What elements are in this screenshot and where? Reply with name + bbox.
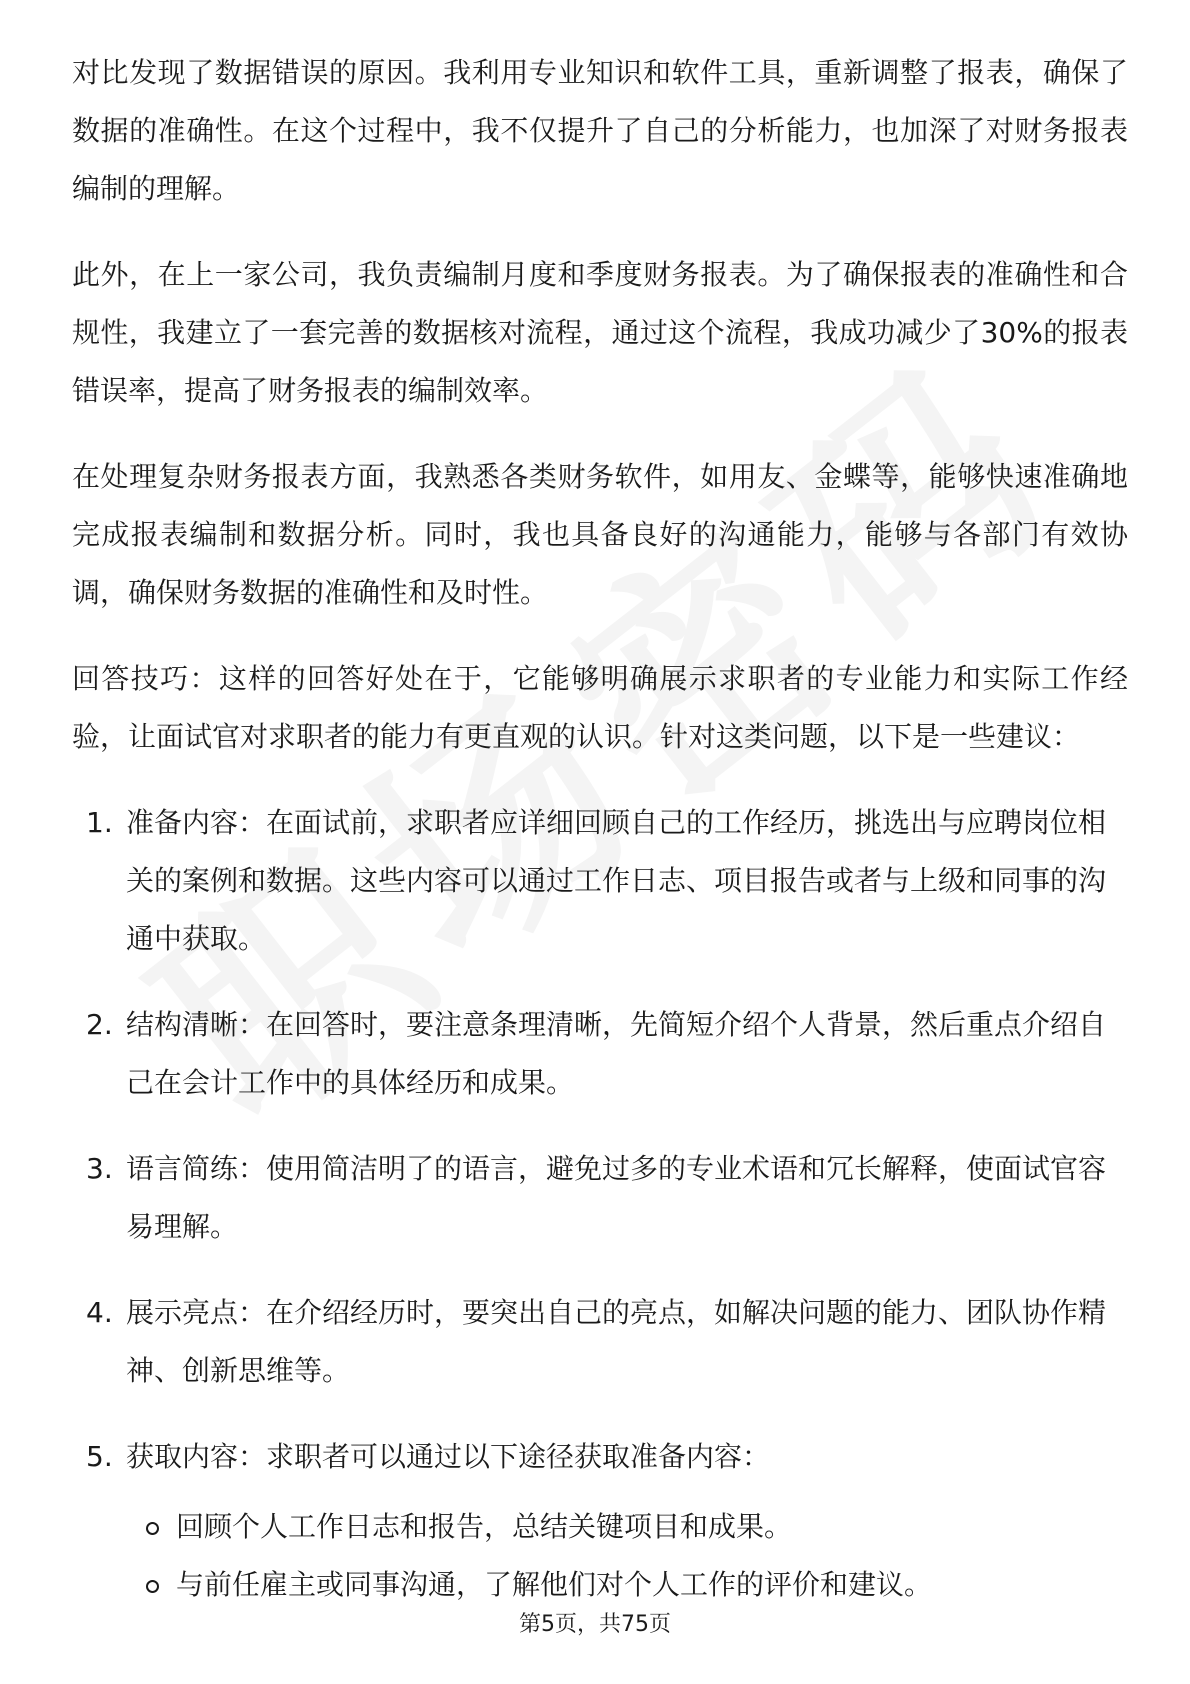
list-item (72, 1140, 1128, 1256)
list-number: 1. (86, 806, 113, 839)
list-item-text: 结构清晰：在回答时，要注意条理清晰，先简短介绍个人背景，然后重点介绍自己在会计工作中的具体经历和成果。 (126, 1008, 1107, 1099)
sub-list (126, 1498, 1128, 1614)
list-item-text: 准备内容：在面试前，求职者应详细回顾自己的工作经历，挑选出与应聘岗位相关的案例和数据。这些内容可以通过工作日志、项目报告或者与上级和同事的沟通中获取。 (126, 806, 1107, 955)
circle-bullet-icon (146, 1580, 159, 1593)
tips-list (72, 794, 1128, 1614)
paragraph-2: 此外，在上一家公司，我负责编制月度和季度财务报表。为了确保报表的准确性和合规性，我建立了一套完善的数据核对流程，通过这个流程，我成功减少了30%的报表错误率，提高了财务报表的编制效率。 (72, 258, 1128, 407)
page-content (72, 44, 1128, 1642)
list-number: 3. (86, 1152, 113, 1185)
list-item (72, 1284, 1128, 1400)
page-number-footer: 第5页，共75页 (519, 1612, 671, 1637)
list-number: 4. (86, 1296, 113, 1329)
list-item-text: 语言简练：使用简洁明了的语言，避免过多的专业术语和冗长解释，使面试官容易理解。 (126, 1152, 1107, 1243)
paragraph-answer-tips: 回答技巧：这样的回答好处在于，它能够明确展示求职者的专业能力和实际工作经验，让面试官对求职者的能力有更直观的认识。针对这类问题，以下是一些建议： (72, 662, 1128, 753)
list-item-text: 获取内容：求职者可以通过以下途径获取准备内容： (126, 1440, 771, 1473)
list-item (72, 1428, 1128, 1614)
sub-list-item (126, 1498, 1128, 1556)
list-item-text: 展示亮点：在介绍经历时，要突出自己的亮点，如解决问题的能力、团队协作精神、创新思维等。 (126, 1296, 1107, 1387)
list-item (72, 794, 1128, 968)
list-item (72, 996, 1128, 1112)
sub-list-item-text: 回顾个人工作日志和报告，总结关键项目和成果。 (176, 1510, 793, 1543)
circle-bullet-icon (146, 1522, 159, 1535)
sub-list-item-text: 与前任雇主或同事沟通，了解他们对个人工作的评价和建议。 (176, 1568, 933, 1601)
list-number: 5. (86, 1440, 113, 1473)
list-number: 2. (86, 1008, 113, 1041)
sub-list-item (126, 1556, 1128, 1614)
paragraph-3: 在处理复杂财务报表方面，我熟悉各类财务软件，如用友、金蝶等，能够快速准确地完成报表编制和数据分析。同时，我也具备良好的沟通能力，能够与各部门有效协调，确保财务数据的准确性和及时性。 (72, 460, 1128, 609)
paragraph-1: 对比发现了数据错误的原因。我利用专业知识和软件工具，重新调整了报表，确保了数据的准确性。在这个过程中，我不仅提升了自己的分析能力，也加深了对财务报表编制的理解。 (72, 56, 1128, 205)
